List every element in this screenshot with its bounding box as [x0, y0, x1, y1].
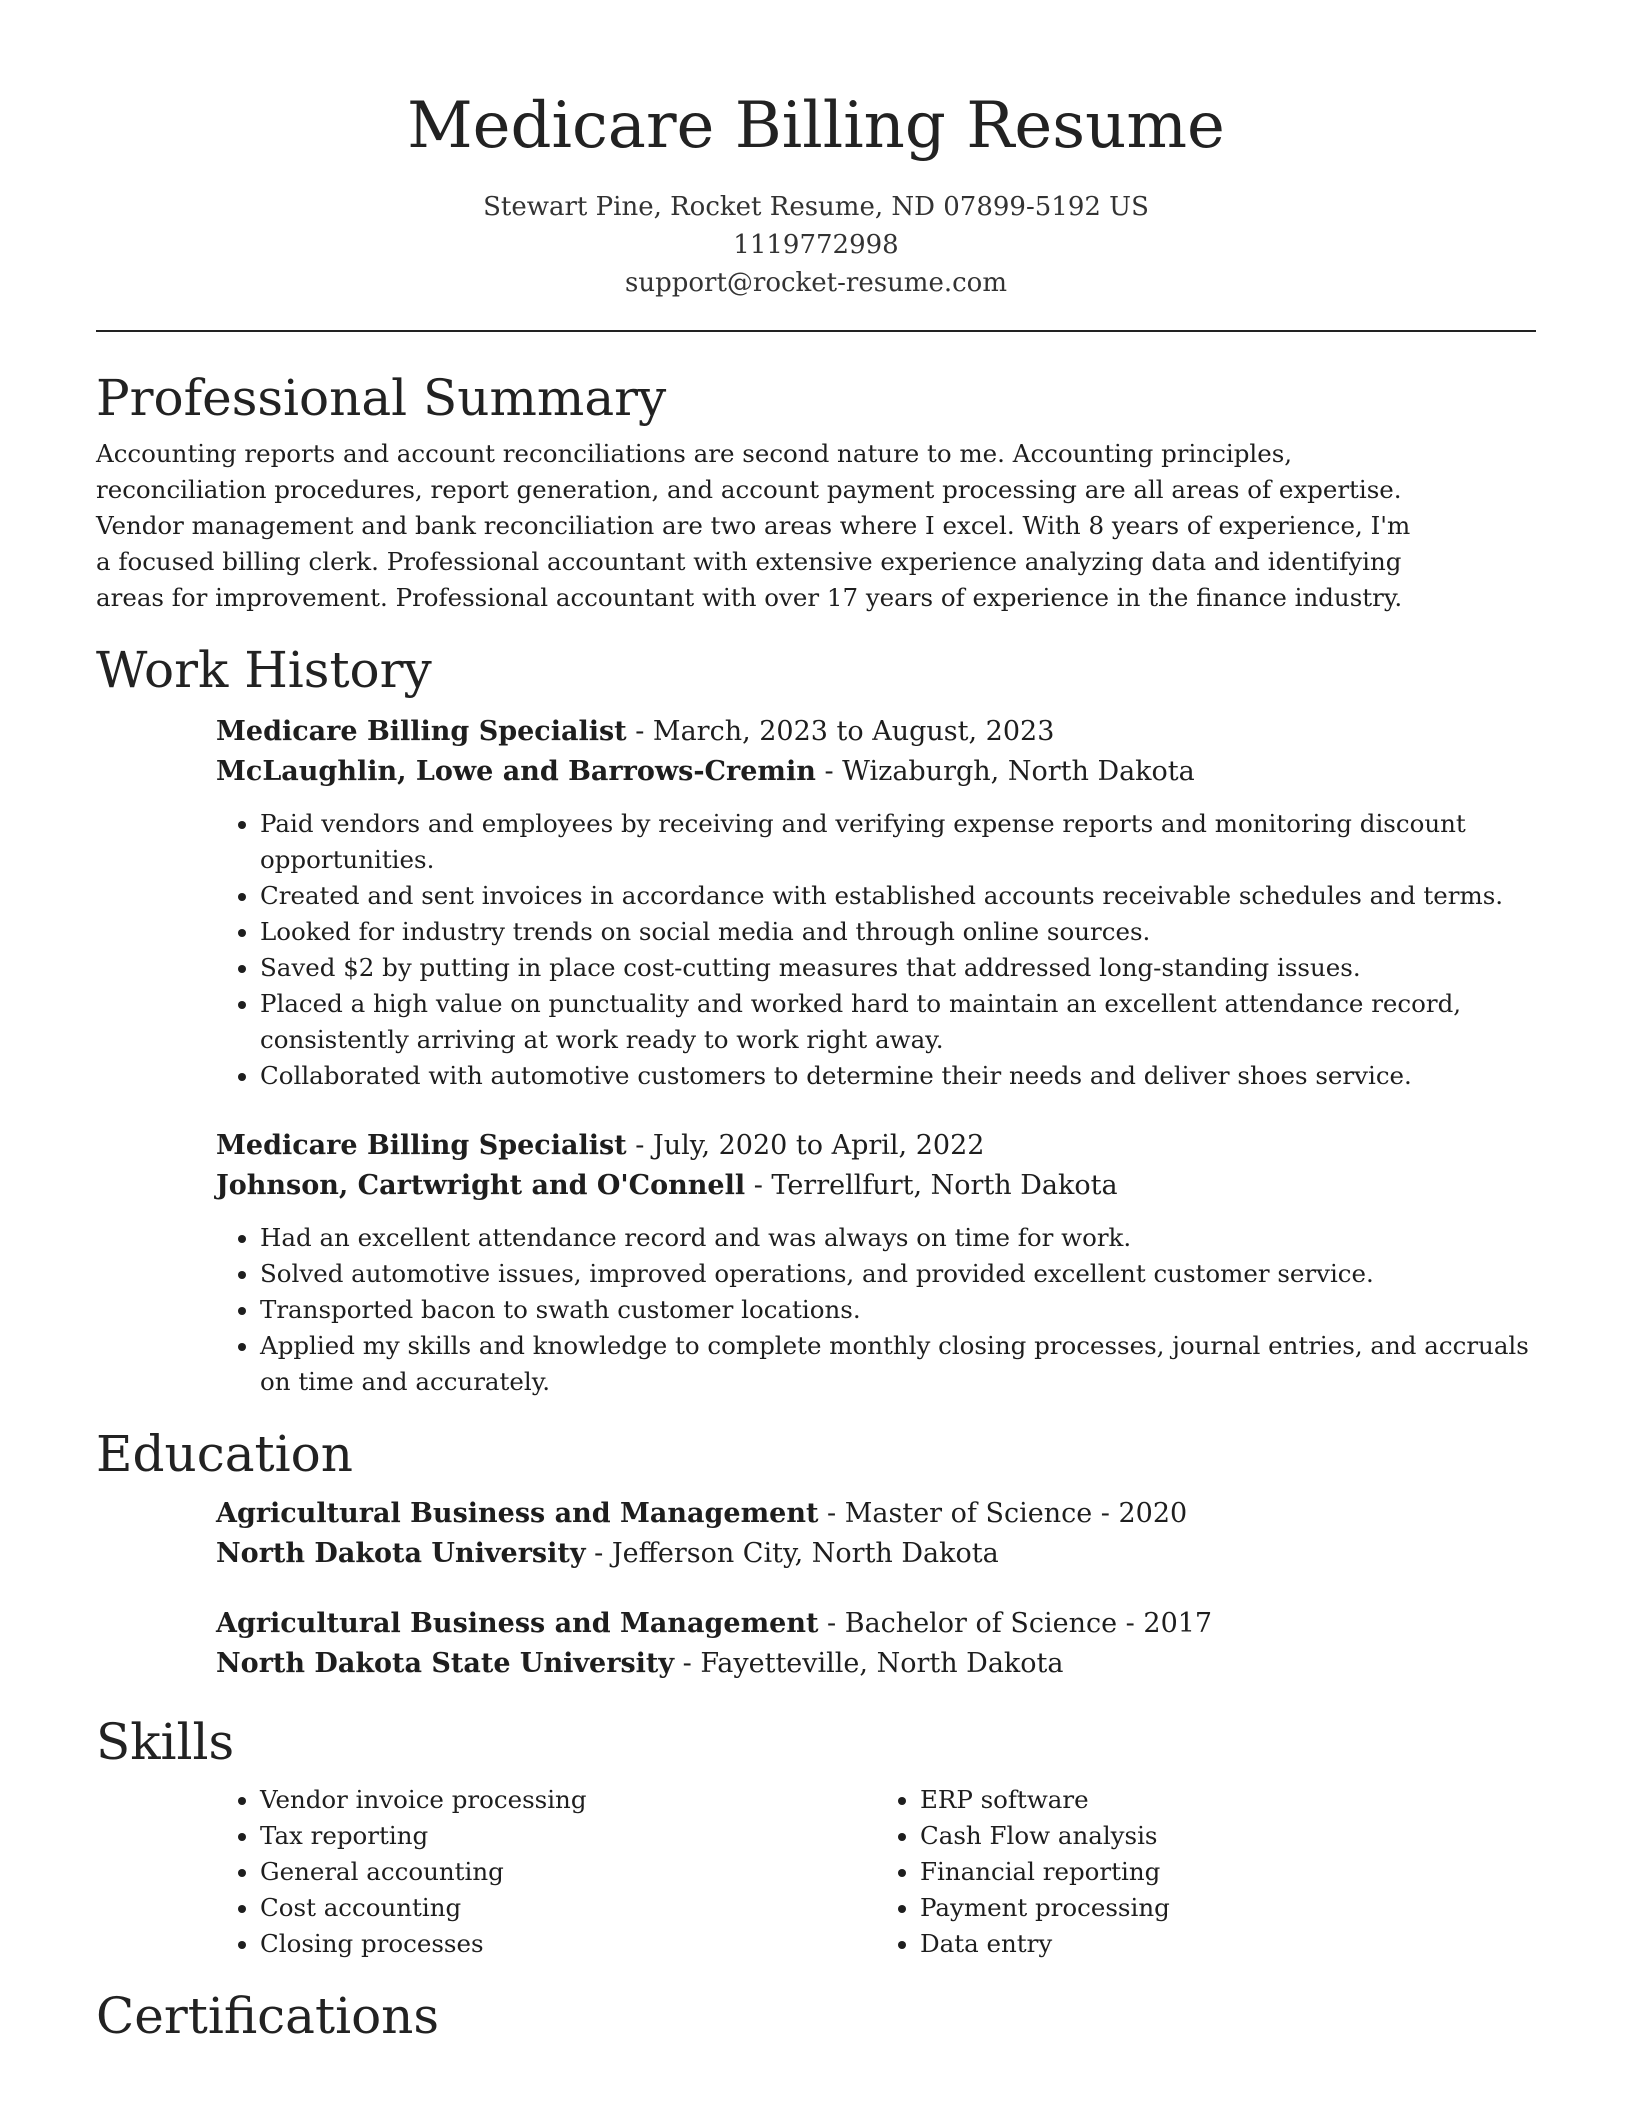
- skills-list-right: [876, 1782, 1536, 1962]
- resume-header: [96, 0, 1536, 332]
- skills-columns: [216, 1782, 1536, 1962]
- education-heading: Education: [96, 1425, 353, 1483]
- contact-block: [96, 188, 1536, 302]
- summary-section: [96, 366, 1536, 616]
- degree-line: [216, 1494, 1536, 1534]
- list-item: • Financial reporting: [920, 1854, 1536, 1890]
- list-item: • Vendor invoice processing: [260, 1782, 876, 1818]
- job-location: - Terrellfurt, North Dakota: [745, 1170, 1118, 1201]
- list-item: • Cash Flow analysis: [920, 1818, 1536, 1854]
- education-location: - Fayetteville, North Dakota: [674, 1648, 1064, 1679]
- job-dates: - March, 2023 to August, 2023: [626, 716, 1055, 747]
- job-role: Medicare Billing Specialist: [216, 716, 627, 747]
- skills-section: [96, 1710, 1536, 1962]
- list-item: • Paid vendors and employees by receiving and verifying expense reports and monitoring discount opportunities.: [260, 806, 1536, 878]
- resume-page: [96, 0, 1536, 2048]
- school-line: [216, 1644, 1536, 1684]
- degree-line: [216, 1604, 1536, 1644]
- list-item: • Closing processes: [260, 1926, 876, 1962]
- education-entry: [216, 1604, 1536, 1684]
- header-divider: [96, 330, 1536, 332]
- job-location: - Wizaburgh, North Dakota: [815, 756, 1195, 787]
- job-role: Medicare Billing Specialist: [216, 1130, 627, 1161]
- list-item: • General accounting: [260, 1854, 876, 1890]
- job-company-line: [216, 752, 1536, 792]
- job-company-line: [216, 1166, 1536, 1206]
- education-entry: [216, 1494, 1536, 1574]
- school-line: [216, 1534, 1536, 1574]
- list-item: • Placed a high value on punctuality and worked hard to maintain an excellent attendance record, consistently arriving at work ready to work right away.: [260, 986, 1536, 1058]
- page-title: Medicare Billing Resume: [407, 89, 1225, 163]
- skills-heading: Skills: [96, 1713, 235, 1771]
- job-dates: - July, 2020 to April, 2022: [626, 1130, 985, 1161]
- job-bullets: [216, 806, 1536, 1094]
- list-item: • Created and sent invoices in accordance with established accounts receivable schedules and terms.: [260, 878, 1536, 914]
- list-item: • Tax reporting: [260, 1818, 876, 1854]
- job-bullets: [216, 1220, 1536, 1400]
- job-entry: [216, 1126, 1536, 1400]
- phone-text: 1119772998: [733, 230, 899, 260]
- summary-text: Accounting reports and account reconciliations are second nature to me. Accounting principles, reconciliation procedures, report generation, and account payment processing are all areas of expertise. Vendor management and bank reconciliation are two areas where I excel. With 8 years of experience, I'm a focused billing clerk. Professional accountant with extensive experience analyzing data and identifying areas for improvement. Professional accountant with over 17 years of experience in the finance industry.: [96, 439, 1411, 612]
- email-text: support@rocket-resume.com: [624, 268, 1007, 298]
- list-item: • Looked for industry trends on social media and through online sources.: [260, 914, 1536, 950]
- certifications-section: [96, 1984, 1536, 2048]
- work-section: [96, 638, 1536, 1400]
- list-item: • ERP software: [920, 1782, 1536, 1818]
- summary-heading: Professional Summary: [96, 369, 667, 427]
- education-location: - Jefferson City, North Dakota: [585, 1538, 999, 1569]
- list-item: • Collaborated with automotive customers to determine their needs and deliver shoes service.: [260, 1058, 1536, 1094]
- job-company: McLaughlin, Lowe and Barrows-Cremin: [216, 756, 816, 787]
- list-item: • Applied my skills and knowledge to complete monthly closing processes, journal entries, and accruals on time and accurately.: [260, 1328, 1536, 1400]
- list-item: • Payment processing: [920, 1890, 1536, 1926]
- work-heading: Work History: [96, 641, 432, 699]
- list-item: • Transported bacon to swath customer locations.: [260, 1292, 1536, 1328]
- list-item: • Solved automotive issues, improved operations, and provided excellent customer service.: [260, 1256, 1536, 1292]
- job-title-line: [216, 1126, 1536, 1166]
- education-field: Agricultural Business and Management: [216, 1498, 819, 1529]
- job-company: Johnson, Cartwright and O'Connell: [216, 1170, 746, 1201]
- education-degree: - Master of Science - 2020: [818, 1498, 1188, 1529]
- job-entry: [216, 712, 1536, 1094]
- certifications-heading: Certifications: [96, 1987, 440, 2045]
- list-item: • Cost accounting: [260, 1890, 876, 1926]
- education-school: North Dakota State University: [216, 1648, 675, 1679]
- skills-list-left: [216, 1782, 876, 1962]
- job-title-line: [216, 712, 1536, 752]
- education-degree: - Bachelor of Science - 2017: [818, 1608, 1213, 1639]
- list-item: • Data entry: [920, 1926, 1536, 1962]
- list-item: • Saved $2 by putting in place cost-cutting measures that addressed long-standing issues.: [260, 950, 1536, 986]
- education-section: [96, 1422, 1536, 1684]
- list-item: • Had an excellent attendance record and was always on time for work.: [260, 1220, 1536, 1256]
- address-text: Stewart Pine, Rocket Resume, ND 07899-5192 US: [483, 192, 1149, 222]
- education-school: North Dakota University: [216, 1538, 586, 1569]
- education-field: Agricultural Business and Management: [216, 1608, 819, 1639]
